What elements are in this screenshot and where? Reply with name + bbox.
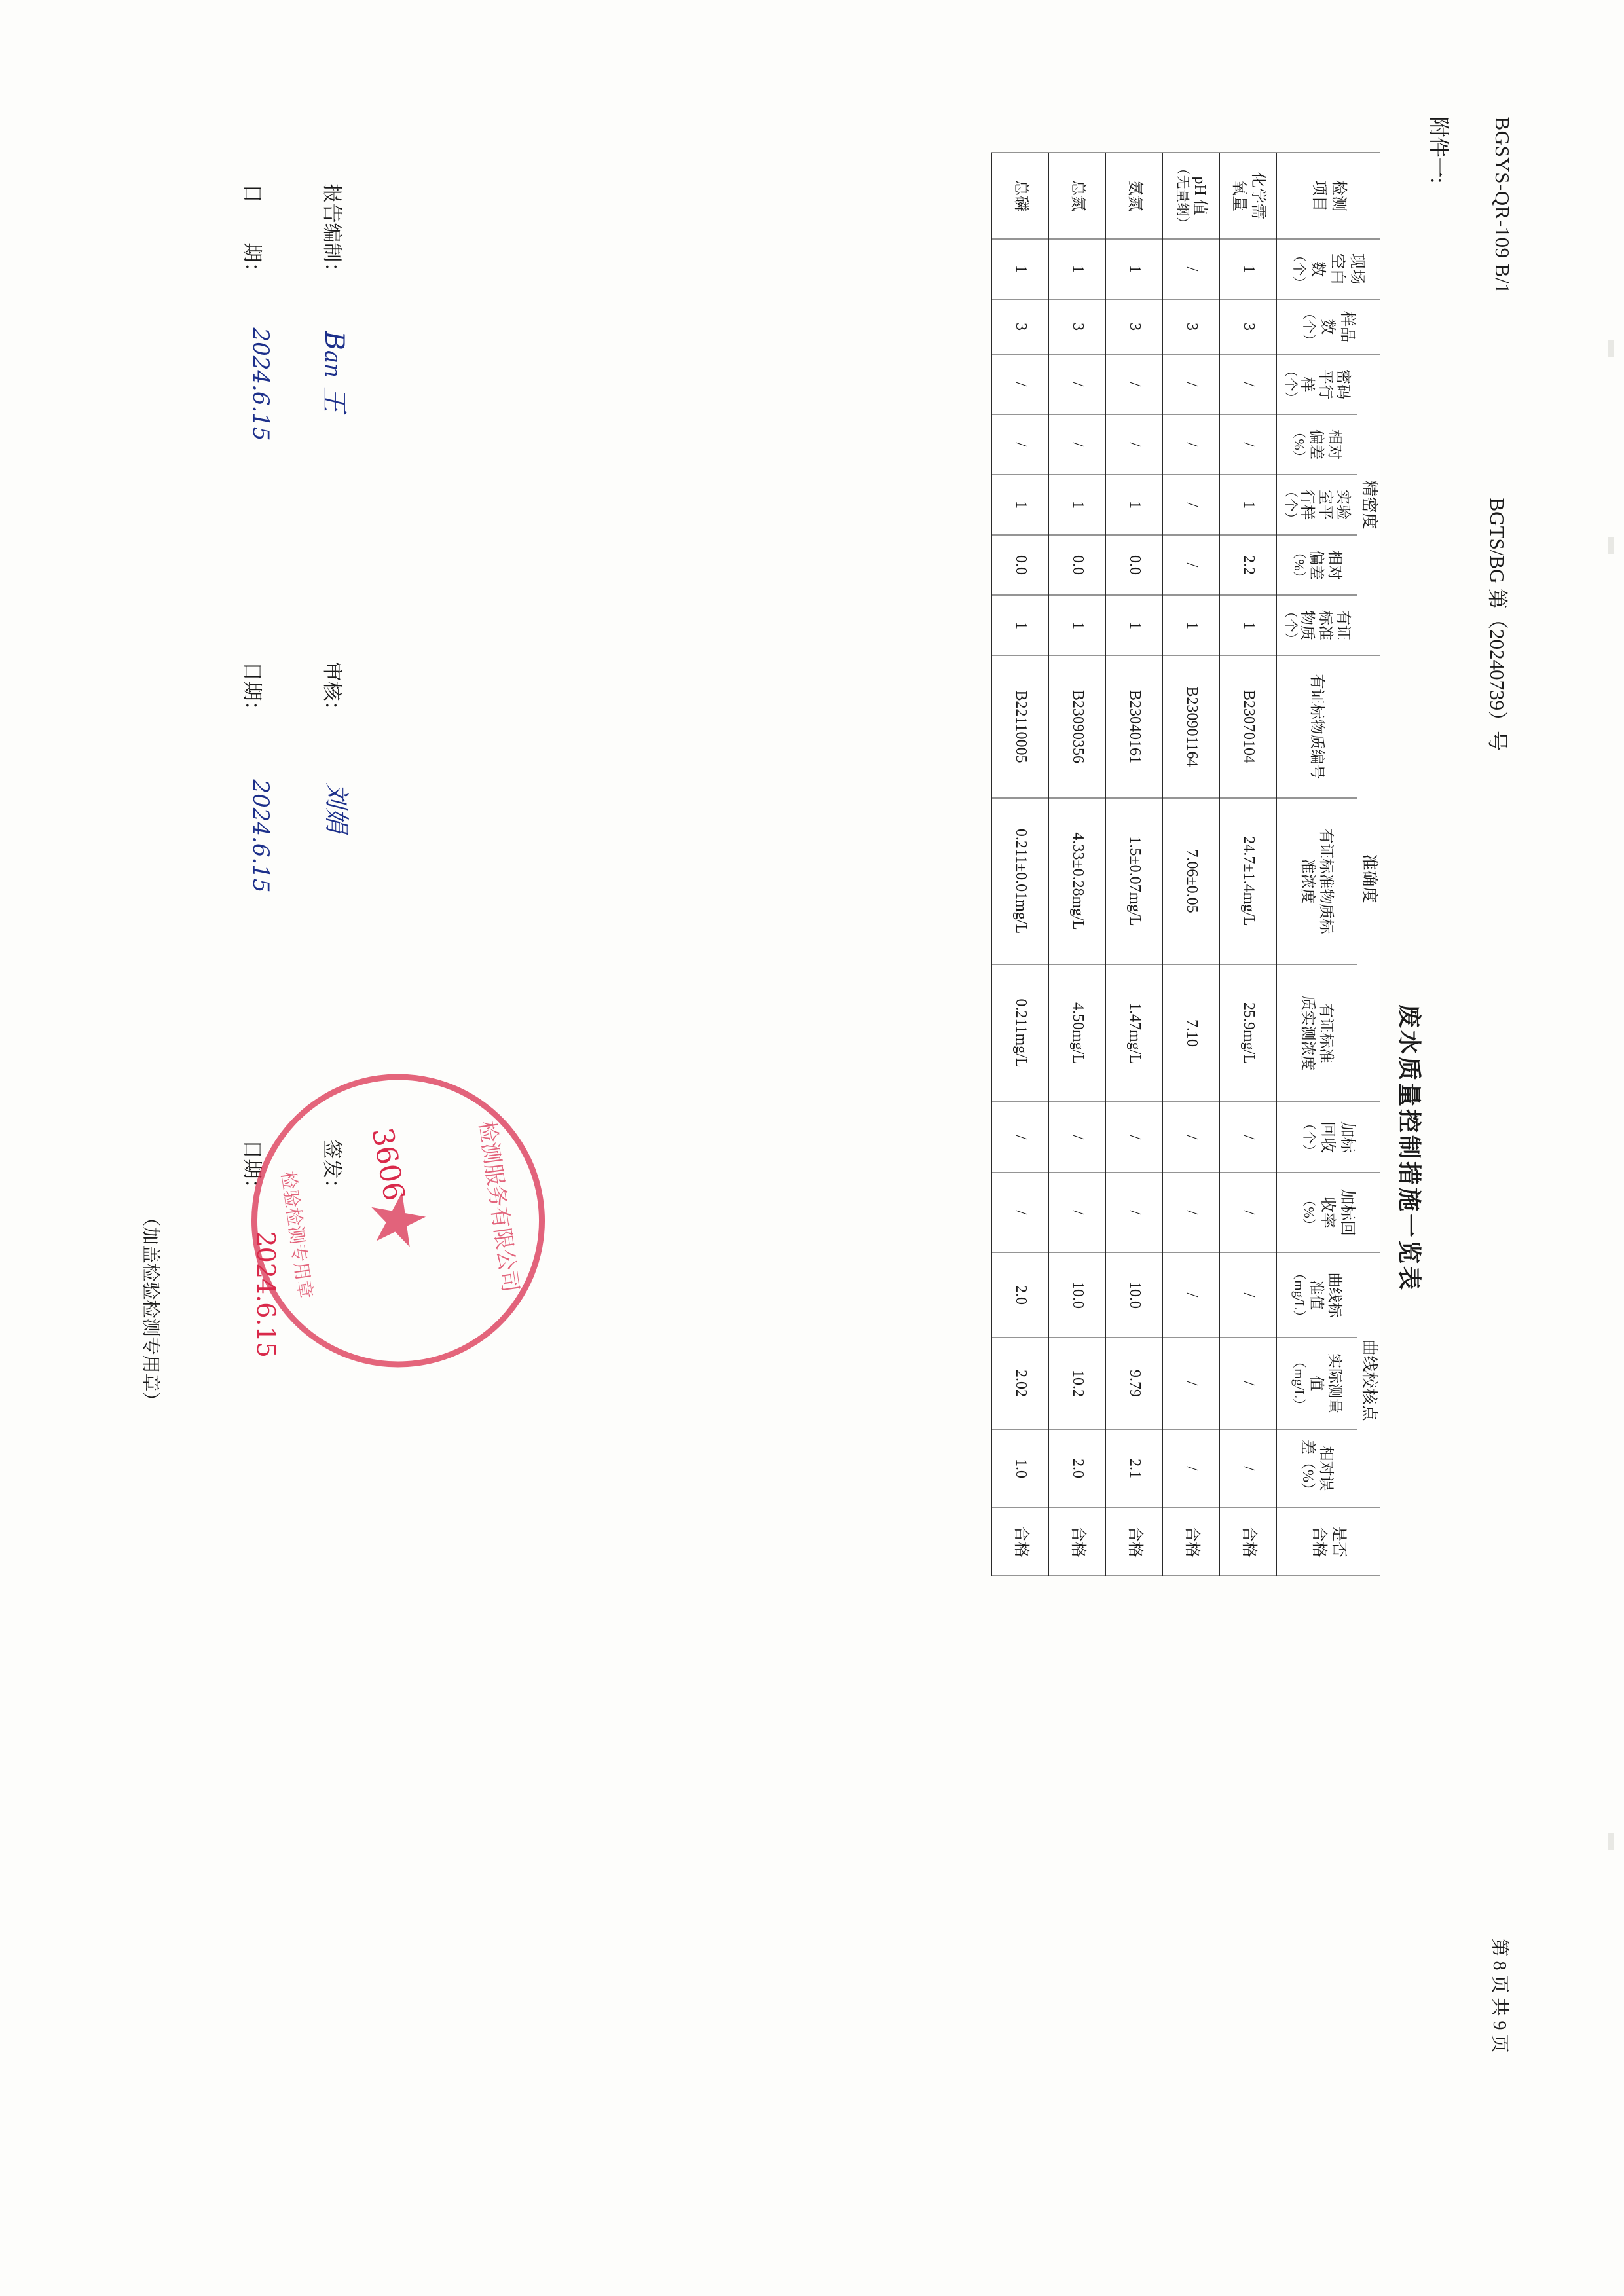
- cell-crm-std-conc: 24.7±1.4mg/L: [1220, 798, 1277, 964]
- cell-curve-measured: /: [1220, 1338, 1277, 1429]
- cell-blind-rsd: /: [992, 414, 1049, 475]
- cell-curve-std: /: [1220, 1252, 1277, 1338]
- cell-spike-count: /: [1220, 1102, 1277, 1173]
- prepared-by-label: 报告编制：: [321, 183, 342, 282]
- cell-blind-parallel: /: [1106, 354, 1163, 414]
- issued-by-label: 签发：: [321, 1139, 342, 1198]
- cell-crm-count: 1: [1106, 595, 1163, 655]
- cell-rel-error: /: [1220, 1429, 1277, 1508]
- table-body: [992, 153, 1277, 1576]
- issued-date-value: 2024.6.15: [251, 1231, 280, 1358]
- seal-star-icon: ★: [354, 1182, 443, 1258]
- attachment-label: 附件一:: [1427, 117, 1450, 183]
- cell-field-blank: 1: [992, 239, 1049, 299]
- cell-lab-rsd: 0.0: [1049, 535, 1106, 595]
- cell-crm-measured: 4.50mg/L: [1049, 964, 1106, 1102]
- col-header-rel-error: 相对误 差（%）: [1277, 1429, 1357, 1508]
- table-row: [1163, 153, 1220, 1576]
- cell-spike-count: /: [1106, 1102, 1163, 1173]
- col-header-sample-count: 样品 数 （个）: [1277, 299, 1380, 354]
- cell-qualified: 合格: [1220, 1508, 1277, 1576]
- col-header-crm-no: 有证标物质编号: [1277, 655, 1357, 798]
- cell-crm-std-conc: 1.5±0.07mg/L: [1106, 798, 1163, 964]
- cell-field-blank: 1: [1106, 239, 1163, 299]
- cell-crm-std-conc: 4.33±0.28mg/L: [1049, 798, 1106, 964]
- cell-field-blank: /: [1163, 239, 1220, 299]
- col-header-crm-measured: 有证标准 质实测浓度: [1277, 964, 1357, 1102]
- reviewed-date-label: 日期：: [241, 661, 263, 720]
- cell-blind-rsd: /: [1049, 414, 1106, 475]
- cell-qualified: 合格: [992, 1508, 1049, 1576]
- cell-item: 化学需 氧量: [1220, 153, 1277, 239]
- cell-blind-rsd: /: [1106, 414, 1163, 475]
- page-number: 第 8 页 共 9 页: [1489, 1938, 1509, 2053]
- cell-blind-parallel: /: [992, 354, 1049, 414]
- cell-blind-parallel: /: [1049, 354, 1106, 414]
- cell-curve-std: 10.0: [1049, 1252, 1106, 1338]
- table-row: [1220, 153, 1277, 1576]
- group-header-accuracy: 准确度: [1357, 655, 1380, 1102]
- cell-spike-recovery: /: [1049, 1173, 1106, 1252]
- cell-curve-std: /: [1163, 1252, 1220, 1338]
- cell-item: pH 值 （无量纲）: [1163, 153, 1220, 239]
- cell-qualified: 合格: [1049, 1508, 1106, 1576]
- cell-spike-recovery: /: [992, 1173, 1049, 1252]
- page-title: 废水质量控制措施一览表: [1396, 1004, 1422, 1292]
- cell-crm-no: B23090356: [1049, 655, 1106, 798]
- cell-spike-recovery: /: [1106, 1173, 1163, 1252]
- report-number: BGTS/BG 第（20240739）号: [1486, 498, 1509, 751]
- cell-sample-count: 3: [1049, 299, 1106, 354]
- cell-field-blank: 1: [1220, 239, 1277, 299]
- col-header-crm-count: 有证 标准 物质 （个）: [1277, 595, 1357, 655]
- table-sub-header-row: [1277, 153, 1357, 1576]
- seal-note: （加盖检验检测专用章）: [140, 1208, 160, 1410]
- col-header-qualified: 是否 合格: [1277, 1508, 1380, 1576]
- col-header-crm-std-conc: 有证标准物质标 准浓度: [1277, 798, 1357, 964]
- col-header-lab-parallel: 实验 室平 行样 （个）: [1277, 475, 1357, 535]
- col-header-blind-rsd: 相对 偏差 （%）: [1277, 414, 1357, 475]
- cell-qualified: 合格: [1106, 1508, 1163, 1576]
- col-header-item: 检测 项目: [1277, 153, 1380, 239]
- cell-crm-count: 1: [992, 595, 1049, 655]
- col-header-spike-recovery: 加标回 收率 （%）: [1277, 1173, 1380, 1252]
- cell-crm-measured: 25.9mg/L: [1220, 964, 1277, 1102]
- cell-lab-parallel: 1: [1106, 475, 1163, 535]
- cell-curve-measured: 2.02: [992, 1338, 1049, 1429]
- table-row: [1106, 153, 1163, 1576]
- cell-curve-measured: /: [1163, 1338, 1220, 1429]
- cell-crm-std-conc: 7.06±0.05: [1163, 798, 1220, 964]
- cell-rel-error: 2.1: [1106, 1429, 1163, 1508]
- seal-bottom-text: 检验检测专用章: [277, 1169, 316, 1300]
- col-header-blind-parallel: 密码 平行 样 （个）: [1277, 354, 1357, 414]
- cell-crm-measured: 1.47mg/L: [1106, 964, 1163, 1102]
- form-code: BGSYS-QR-109 B/1: [1491, 117, 1514, 294]
- table-row: [992, 153, 1049, 1576]
- group-header-precision: 精密度: [1357, 354, 1380, 655]
- cell-curve-measured: 9.79: [1106, 1338, 1163, 1429]
- cell-curve-measured: 10.2: [1049, 1338, 1106, 1429]
- cell-qualified: 合格: [1163, 1508, 1220, 1576]
- cell-spike-recovery: /: [1163, 1173, 1220, 1252]
- cell-spike-count: /: [1049, 1102, 1106, 1173]
- table-row: [1049, 153, 1106, 1576]
- cell-lab-rsd: 0.0: [992, 535, 1049, 595]
- cell-crm-measured: 0.211mg/L: [992, 964, 1049, 1102]
- cell-blind-rsd: /: [1163, 414, 1220, 475]
- cell-spike-count: /: [1163, 1102, 1220, 1173]
- quality-control-table: [992, 152, 1381, 1576]
- cell-sample-count: 3: [1220, 299, 1277, 354]
- reviewed-by-signature: 刘娟: [322, 782, 351, 833]
- official-seal: [232, 1055, 564, 1386]
- group-header-curve-check: 曲线校核点: [1357, 1252, 1380, 1508]
- prepared-date-label: 日 期：: [241, 183, 263, 282]
- col-header-lab-rsd: 相对 偏差 （%）: [1277, 535, 1357, 595]
- reviewed-date-value: 2024.6.15: [248, 779, 274, 893]
- cell-blind-parallel: /: [1220, 354, 1277, 414]
- cell-crm-count: 1: [1163, 595, 1220, 655]
- cell-item: 总氮: [1049, 153, 1106, 239]
- cell-spike-count: /: [992, 1102, 1049, 1173]
- col-header-curve-std: 曲线标 准值 （mg/L）: [1277, 1252, 1357, 1338]
- col-header-curve-measured: 实际测量 值 （mg/L）: [1277, 1338, 1357, 1429]
- issued-date-label: 日期：: [241, 1139, 263, 1198]
- cell-blind-rsd: /: [1220, 414, 1277, 475]
- seal-top-text: 检测服务有限公司: [474, 1119, 522, 1294]
- cell-rel-error: /: [1163, 1429, 1220, 1508]
- cell-spike-recovery: /: [1220, 1173, 1277, 1252]
- cell-item: 氨氮: [1106, 153, 1163, 239]
- cell-rel-error: 1.0: [992, 1429, 1049, 1508]
- col-header-field-blank: 现场 空白 数 （个）: [1277, 239, 1380, 299]
- cell-lab-parallel: 1: [992, 475, 1049, 535]
- prepared-by-signature: Ban 王: [319, 331, 349, 412]
- cell-lab-parallel: /: [1163, 475, 1220, 535]
- cell-crm-measured: 7.10: [1163, 964, 1220, 1102]
- cell-crm-count: 1: [1220, 595, 1277, 655]
- seal-number: 3606: [365, 1125, 411, 1203]
- cell-sample-count: 3: [992, 299, 1049, 354]
- cell-crm-no: B23070104: [1220, 655, 1277, 798]
- cell-crm-no: B23040161: [1106, 655, 1163, 798]
- cell-lab-rsd: /: [1163, 535, 1220, 595]
- cell-crm-count: 1: [1049, 595, 1106, 655]
- cell-rel-error: 2.0: [1049, 1429, 1106, 1508]
- reviewed-by-label: 审核：: [321, 661, 342, 720]
- cell-curve-std: 2.0: [992, 1252, 1049, 1338]
- cell-sample-count: 3: [1163, 299, 1220, 354]
- cell-item: 总磷: [992, 153, 1049, 239]
- cell-blind-parallel: /: [1163, 354, 1220, 414]
- cell-lab-parallel: 1: [1049, 475, 1106, 535]
- cell-crm-std-conc: 0.211±0.01mg/L: [992, 798, 1049, 964]
- cell-lab-rsd: 0.0: [1106, 535, 1163, 595]
- cell-sample-count: 3: [1106, 299, 1163, 354]
- cell-crm-no: B230901164: [1163, 655, 1220, 798]
- cell-curve-std: 10.0: [1106, 1252, 1163, 1338]
- col-header-spike-count: 加标 回收 （个）: [1277, 1102, 1380, 1173]
- cell-crm-no: B22110005: [992, 655, 1049, 798]
- table-group-header-row: [1357, 153, 1380, 1576]
- prepared-date-value: 2024.6.15: [248, 327, 274, 441]
- cell-lab-rsd: 2.2: [1220, 535, 1277, 595]
- cell-lab-parallel: 1: [1220, 475, 1277, 535]
- cell-field-blank: 1: [1049, 239, 1106, 299]
